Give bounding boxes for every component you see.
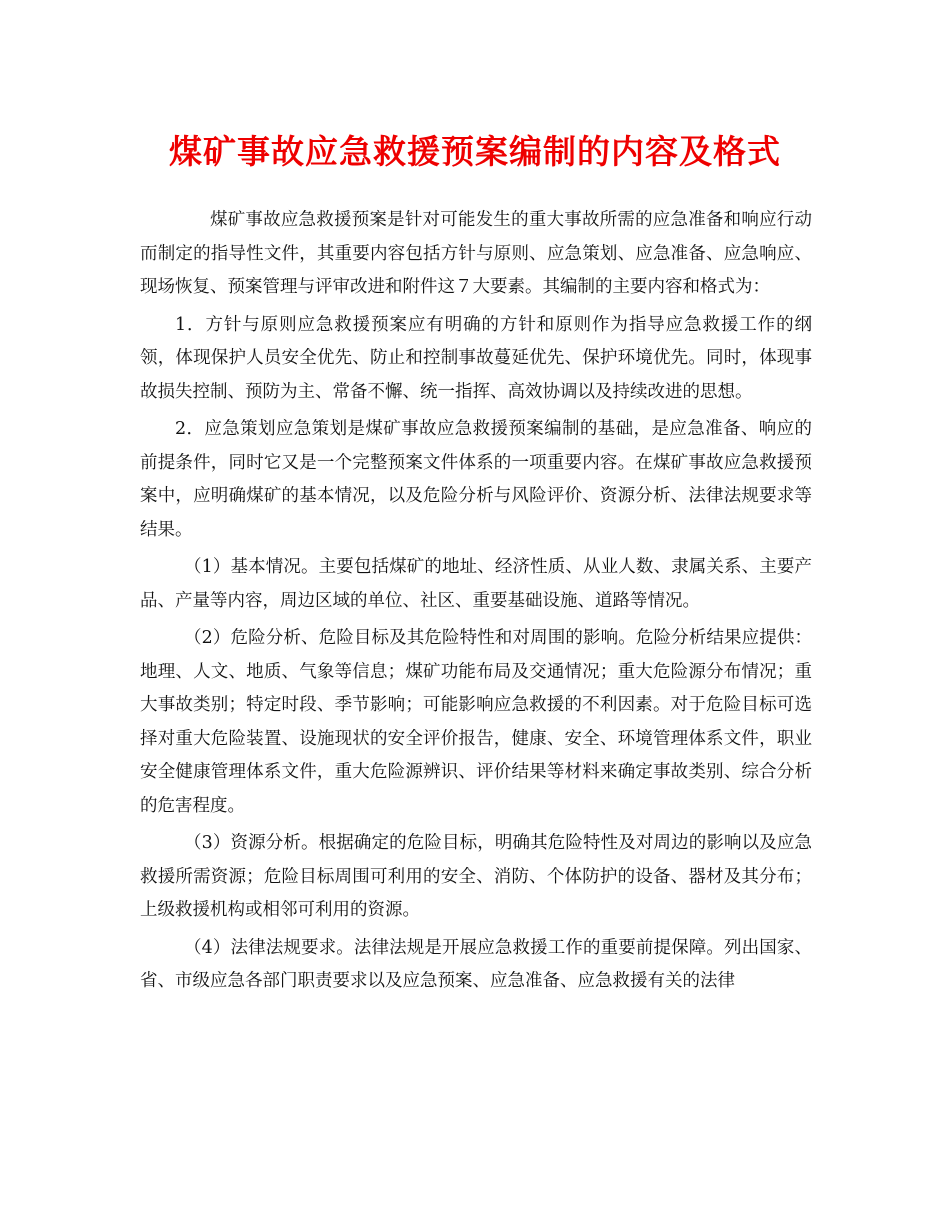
document-title: 煤矿事故应急救援预案编制的内容及格式 — [169, 132, 781, 171]
subsection-2-paragraph: （2）危险分析、危险目标及其危险特性和对周围的影响。危险分析结果应提供：地理、人文、地质、气象等信息；煤矿功能布局及交通情况；重大危险源分布情况；重大事故类别；特定时段、季节影响；可能影响应急救援的不利因素。对于危险目标可选择对重大危险装置、设施现状的安全评价报告，健康、安全、环境管理体系文件，职业安全健康管理体系文件，重大危险源辨识、评价结果等材料来确定事故类别、综合分析的危害程度。 — [140, 628, 812, 816]
document-body — [140, 204, 812, 1003]
subsection-3-paragraph: （3）资源分析。根据确定的危险目标，明确其危险特性及对周边的影响以及应急救援所需资源；危险目标周围可利用的安全、消防、个体防护的设备、器材及其分布；上级救援机构或相邻可利用的资源。 — [140, 833, 812, 920]
subsection-1-paragraph: （1）基本情况。主要包括煤矿的地址、经济性质、从业人数、隶属关系、主要产品、产量等内容，周边区域的单位、社区、重要基础设施、道路等情况。 — [140, 557, 812, 611]
intro-paragraph: 煤矿事故应急救援预案是针对可能发生的重大事故所需的应急准备和响应行动而制定的指导性文件，其重要内容包括方针与原则、应急策划、应急准备、应急响应、现场恢复、预案管理与评审改进和附件这７大要素。其编制的主要内容和格式为： — [140, 210, 812, 297]
subsection-4-paragraph: （4）法律法规要求。法律法规是开展应急救援工作的重要前提保障。列出国家、省、市级应急各部门职责要求以及应急预案、应急准备、应急救援有关的法律 — [140, 937, 812, 991]
section-1-paragraph: 1．方针与原则应急救援预案应有明确的方针和原则作为指导应急救援工作的纲领，体现保护人员安全优先、防止和控制事故蔓延优先、保护环境优先。同时，体现事故损失控制、预防为主、常备不懈、统一指挥、高效协调以及持续改进的思想。 — [140, 314, 812, 402]
section-2-paragraph: 2．应急策划应急策划是煤矿事故应急救援预案编制的基础，是应急准备、响应的前提条件，同时它又是一个完整预案文件体系的一项重要内容。在煤矿事故应急救援预案中，应明确煤矿的基本情况，以及危险分析与风险评价、资源分析、法律法规要求等结果。 — [140, 419, 812, 540]
